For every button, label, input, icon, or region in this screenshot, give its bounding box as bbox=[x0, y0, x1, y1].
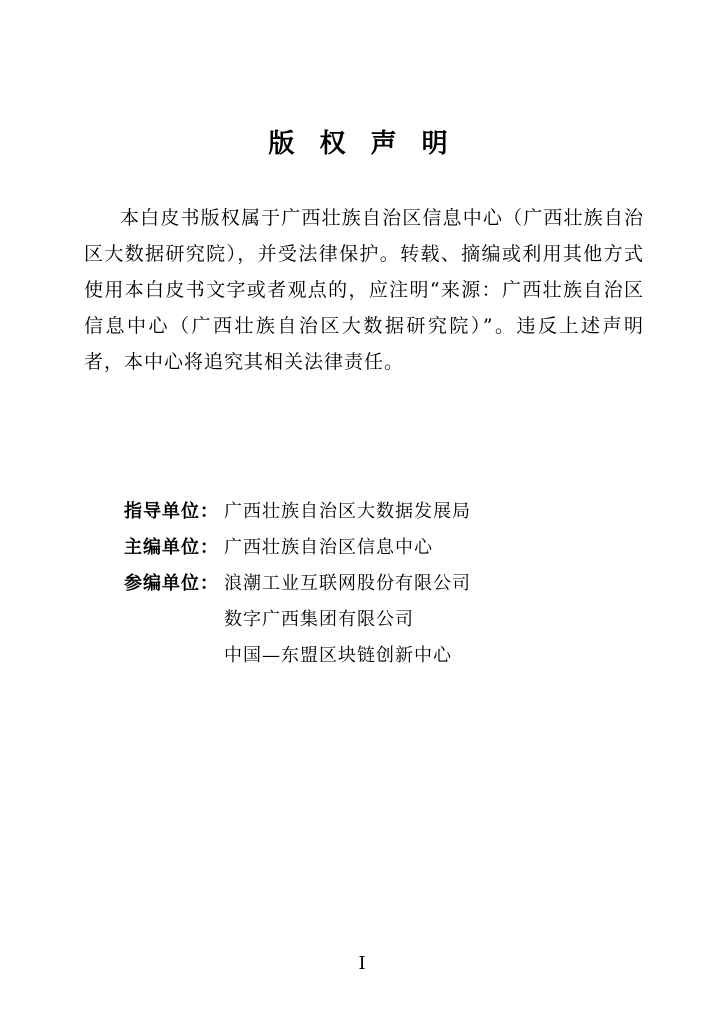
copyright-statement: 本白皮书版权属于广西壮族自治区信息中心（广西壮族自治区大数据研究院），并受法律保护。转载、摘编或利用其他方式使用本白皮书文字或者观点的，应注明“来源：广西壮族自治区信息中心（广西壮族自治区大数据研究院）”。违反上述声明者，本中心将追究其相关法律责任。 bbox=[84, 207, 644, 373]
contributor-units-list bbox=[224, 566, 471, 674]
page-number: I bbox=[358, 953, 366, 974]
editor-unit-label: 主编单位： bbox=[124, 537, 219, 558]
contributor-unit-item: 数字广西集团有限公司 bbox=[224, 609, 414, 630]
guide-unit-row bbox=[124, 494, 644, 530]
guide-unit-value: 广西壮族自治区大数据发展局 bbox=[224, 501, 471, 522]
page-title: 版 权 声 明 bbox=[268, 129, 456, 159]
contributor-unit-item: 浪潮工业互联网股份有限公司 bbox=[224, 573, 471, 594]
editor-unit-value: 广西壮族自治区信息中心 bbox=[224, 537, 433, 558]
contributor-units-label: 参编单位： bbox=[124, 573, 219, 594]
guide-unit-label: 指导单位： bbox=[124, 501, 219, 522]
credits-block bbox=[124, 494, 644, 666]
contributor-units-row bbox=[124, 566, 644, 666]
contributor-unit-item: 中国—东盟区块链创新中心 bbox=[224, 645, 452, 666]
editor-unit-row bbox=[124, 530, 644, 566]
